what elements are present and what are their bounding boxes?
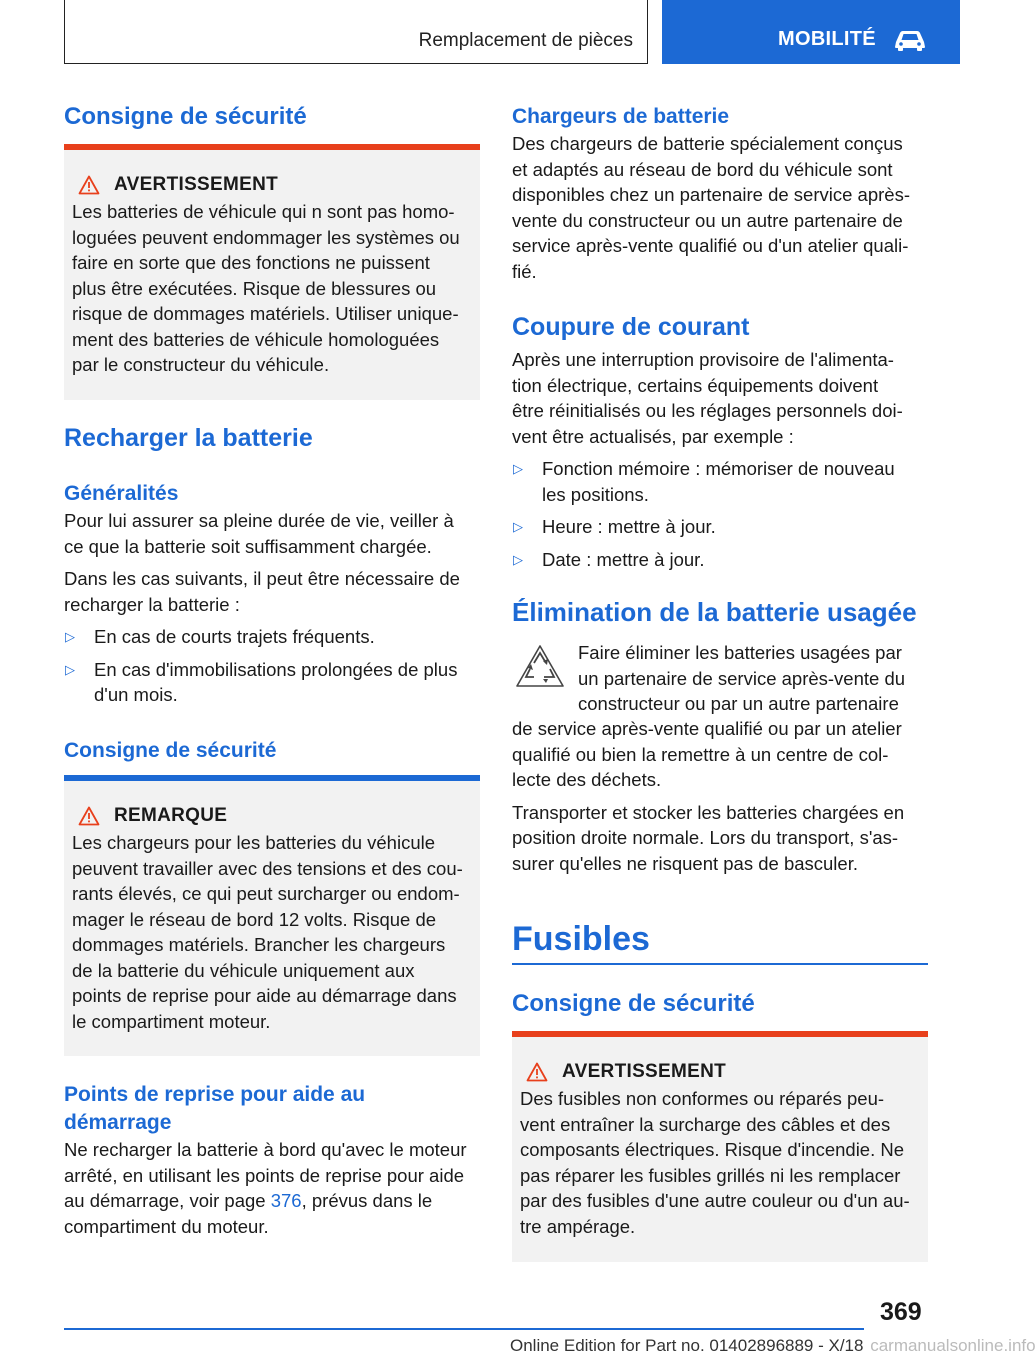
edition-footer xyxy=(510,1336,1036,1356)
warning-bar xyxy=(512,1031,928,1037)
warning-line: par des fusibles d'une autre couleur ou d'un au- xyxy=(520,1190,910,1211)
paragraph-line: être réinitialisés ou les réglages personnels doi- xyxy=(512,400,903,421)
general-title: Généralités xyxy=(64,482,179,505)
bullet-text: Date : mettre à jour. xyxy=(542,548,705,570)
bullet-triangle-icon: ▷ xyxy=(65,629,75,644)
paragraph-line: un partenaire de service après-vente du xyxy=(578,667,906,689)
notice-bar xyxy=(64,775,480,781)
notice-line: dommages matériels. Brancher les chargeurs xyxy=(72,934,446,955)
warning-bar xyxy=(64,144,480,150)
paragraph-line: Faire éliminer les batteries usagées par xyxy=(578,642,902,663)
recycle-icon xyxy=(514,643,566,702)
disposal-title: Élimination de la batterie usagée xyxy=(512,597,917,627)
page-link[interactable]: 376 xyxy=(270,1190,302,1211)
warning-box xyxy=(512,1031,928,1262)
warning-line: tre ampérage. xyxy=(520,1215,636,1237)
warning-line: loguées peuvent endommager les systèmes ou xyxy=(72,226,460,248)
bullet-text: d'un mois. xyxy=(94,684,178,705)
notice-line: peuvent travailler avec des tensions et des cou- xyxy=(72,857,463,879)
paragraph-line: Transporter et stocker les batteries chargées en xyxy=(512,801,905,823)
warning-line: faire en sorte que des fonctions ne puissent xyxy=(72,252,430,273)
fuses-divider xyxy=(512,963,928,965)
safety-title: Consigne de sécurité xyxy=(64,739,277,762)
car-icon xyxy=(892,28,928,57)
bullet-triangle-icon: ▷ xyxy=(513,461,523,476)
paragraph-line: fié. xyxy=(512,260,537,282)
jump-start-title: démarrage xyxy=(64,1111,172,1134)
warning-label: AVERTISSEMENT xyxy=(114,174,279,195)
section-title: Remplacement de pièces xyxy=(418,30,633,51)
notice-line: Les chargeurs pour les batteries du véhicule xyxy=(72,832,436,853)
warning-triangle-icon xyxy=(78,175,100,195)
warning-line: composants électriques. Risque d'incendie. Ne xyxy=(520,1139,905,1160)
bullet-text: Fonction mémoire : mémoriser de nouveau xyxy=(542,458,895,479)
list-item xyxy=(512,456,928,507)
warning-label: AVERTISSEMENT xyxy=(562,1061,727,1082)
list-item xyxy=(512,514,928,540)
bullet-triangle-icon: ▷ xyxy=(513,519,523,534)
paragraph-line: disponibles chez un partenaire de service après- xyxy=(512,184,910,205)
recharge-title: Recharger la batterie xyxy=(64,424,313,452)
warning-line: plus être exécutées. Risque de blessures ou xyxy=(72,277,437,299)
warning-line: risque de dommages matériels. Utiliser unique- xyxy=(72,303,459,324)
header-chapter-tab xyxy=(662,0,960,64)
paragraph-line: Des chargeurs de batterie spécialement conçus xyxy=(512,133,903,154)
edition-text: Online Edition for Part no. 01402896889 - X/18 xyxy=(510,1336,864,1355)
notice-line: points de reprise pour aide au démarrage dans xyxy=(72,985,457,1006)
paragraph-line: Après une interruption provisoire de l'alimenta- xyxy=(512,349,894,370)
paragraph-text: au démarrage, voir page xyxy=(64,1190,271,1211)
warning-line: ment des batteries de véhicule homologuées xyxy=(72,328,440,350)
paragraph-line: compartiment du moteur. xyxy=(64,1215,269,1237)
paragraph-line: Ne recharger la batterie à bord qu'avec le moteur xyxy=(64,1139,467,1160)
safety-title: Consigne de sécurité xyxy=(64,103,307,130)
paragraph-line: vente du constructeur ou un autre partenaire de xyxy=(512,209,903,231)
paragraph-line: arrêté, en utilisant les points de reprise pour aide xyxy=(64,1164,465,1186)
footer-rule xyxy=(64,1328,864,1330)
notice-line: de la batterie du véhicule uniquement aux xyxy=(72,959,415,981)
list-item xyxy=(64,657,480,708)
paragraph-line: lecte des déchets. xyxy=(512,769,662,790)
paragraph-line: qualifié ou bien la remettre à un centre de col- xyxy=(512,743,889,765)
paragraph-line: constructeur ou par un autre partenaire xyxy=(578,693,899,714)
paragraph-line: tion électrique, certains équipements doivent xyxy=(512,374,879,396)
notice-line: mager le réseau de bord 12 volts. Risque de xyxy=(72,908,437,930)
power-cut-title: Coupure de courant xyxy=(512,313,750,341)
warning-line: pas réparer les fusibles grillés ni les remplacer xyxy=(520,1164,901,1186)
list-item xyxy=(512,547,928,573)
paragraph-line: vent être actualisés, par exemple : xyxy=(512,425,794,447)
warning-triangle-icon xyxy=(526,1062,548,1082)
paragraph-line: Pour lui assurer sa pleine durée de vie, veiller à xyxy=(64,510,454,531)
warning-header xyxy=(64,174,480,196)
list-item xyxy=(64,624,480,650)
paragraph-line: Dans les cas suivants, il peut être nécessaire de xyxy=(64,568,460,589)
paragraph-line: service après-vente qualifié ou d'un atelier quali- xyxy=(512,235,909,256)
warning-header xyxy=(512,1061,928,1083)
paragraph-line: de service après-vente qualifié ou par un atelier xyxy=(512,718,902,739)
safety-title: Consigne de sécurité xyxy=(512,990,755,1017)
warning-line: Des fusibles non conformes ou réparés peu- xyxy=(520,1088,885,1109)
paragraph-line: ce que la batterie soit suffisamment chargée. xyxy=(64,535,432,557)
chargers-title: Chargeurs de batterie xyxy=(512,105,730,128)
bullet-text: En cas d'immobilisations prolongées de plus xyxy=(94,658,458,680)
paragraph-line: surer qu'elles ne risquent pas de basculer. xyxy=(512,852,858,874)
paragraph-line: et adaptés au réseau de bord du véhicule sont xyxy=(512,158,893,180)
notice-header xyxy=(64,805,480,827)
notice-line: le compartiment moteur. xyxy=(72,1010,271,1032)
warning-box xyxy=(64,144,480,400)
paragraph-line: recharger la batterie : xyxy=(64,593,240,615)
paragraph-line xyxy=(64,1188,480,1214)
paragraph-line: position droite normale. Lors du transport, s'as- xyxy=(512,827,899,848)
watermark: carmanualsonline.info xyxy=(870,1336,1036,1355)
notice-triangle-icon xyxy=(78,806,100,826)
warning-line: vent entraîner la surcharge des câbles et des xyxy=(520,1113,891,1135)
warning-line: Les batteries de véhicule qui n sont pas homo- xyxy=(72,201,455,222)
bullet-text: les positions. xyxy=(542,483,649,505)
chapter-label: MOBILITÉ xyxy=(778,28,876,50)
warning-line: par le constructeur du véhicule. xyxy=(72,354,330,375)
notice-line: rants élevés, ce qui peut surcharger ou endom- xyxy=(72,883,460,904)
bullet-text: En cas de courts trajets fréquents. xyxy=(94,626,375,647)
page-number: 369 xyxy=(880,1298,922,1326)
bullet-text: Heure : mettre à jour. xyxy=(542,516,716,537)
paragraph-text: , prévus dans le xyxy=(301,1190,433,1211)
fuses-title: Fusibles xyxy=(512,920,650,958)
header-section-tab xyxy=(64,0,648,64)
bullet-triangle-icon: ▷ xyxy=(513,551,523,567)
notice-label: REMARQUE xyxy=(114,805,228,826)
jump-start-title: Points de reprise pour aide au xyxy=(64,1083,366,1106)
bullet-triangle-icon: ▷ xyxy=(65,661,75,677)
notice-box xyxy=(64,775,480,1056)
